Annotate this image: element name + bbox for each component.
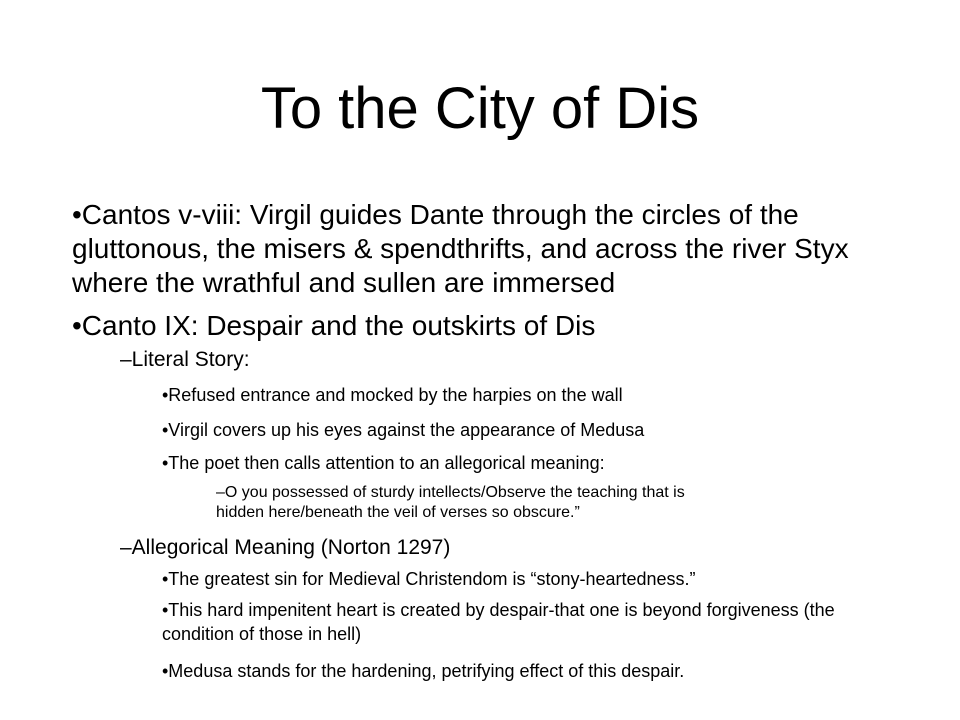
sub-bullet-literal-story: –Literal Story:	[120, 348, 250, 371]
bullet-cantos-v-viii: •Cantos v-viii: Virgil guides Dante through the circles of the gluttonous, the misers & spendthrifts, and across the river Styx where the wrathful and sullen are immersed	[72, 199, 849, 298]
list-item-impenitent-heart: •This hard impenitent heart is created by despair-that one is beyond forgiveness (the condition of those in hell)	[162, 600, 835, 644]
quote-sturdy-intellects: –O you possessed of sturdy intellects/Observe the teaching that is hidden here/beneath the veil of verses so obscure.”	[216, 484, 685, 521]
list-item-allegorical-call: •The poet then calls attention to an allegorical meaning:	[162, 453, 605, 473]
list-item-greatest-sin: •The greatest sin for Medieval Christendom is “stony-heartedness.”	[162, 569, 696, 589]
bullet-canto-ix: •Canto IX: Despair and the outskirts of Dis	[72, 310, 596, 341]
sub-bullet-allegorical-meaning: –Allegorical Meaning (Norton 1297)	[120, 536, 451, 559]
slide-title: To the City of Dis	[260, 76, 700, 141]
list-item-virgil-covers-eyes: •Virgil covers up his eyes against the appearance of Medusa	[162, 420, 645, 440]
list-item-medusa-stands: •Medusa stands for the hardening, petrifying effect of this despair.	[162, 661, 685, 681]
list-item-refused-entrance: •Refused entrance and mocked by the harpies on the wall	[162, 385, 623, 405]
